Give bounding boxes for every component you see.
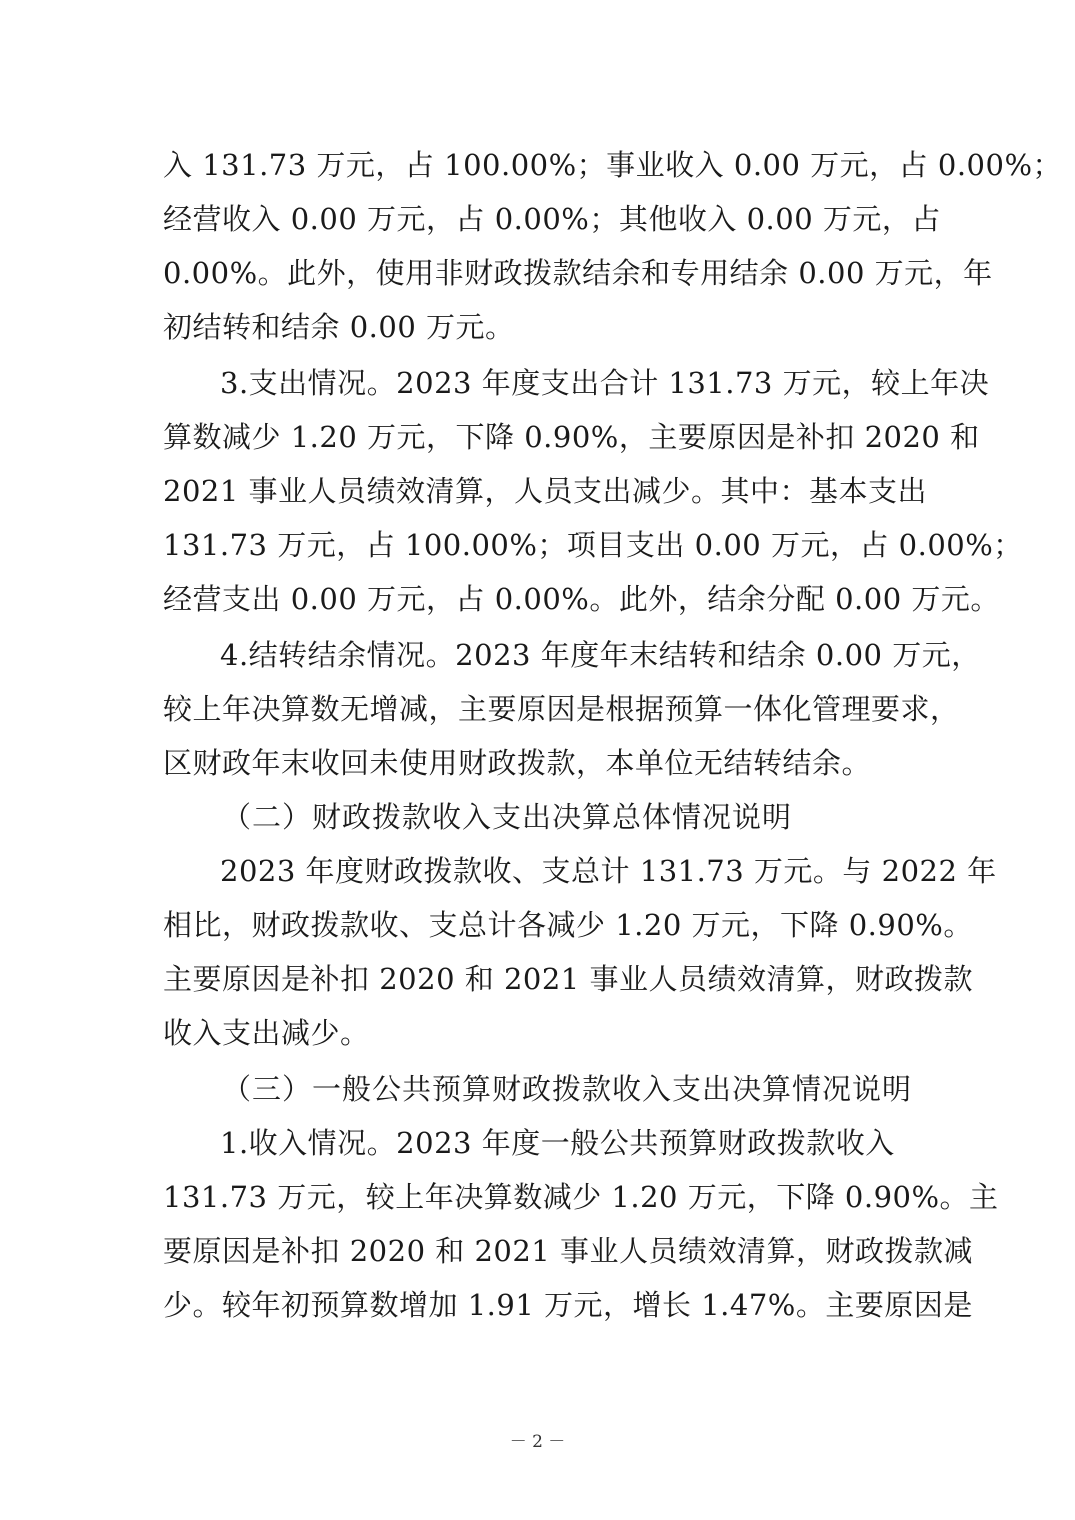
paragraph-line: 少。较年初预算数增加 1.91 万元，增长 1.47%。主要原因是: [163, 1288, 973, 1322]
paragraph-line: 要原因是补扣 2020 和 2021 事业人员绩效清算，财政拨款减: [163, 1234, 973, 1268]
paragraph-line: 2021 事业人员绩效清算，人员支出减少。其中：基本支出: [163, 474, 928, 508]
paragraph-line: 入 131.73 万元，占 100.00%；事业收入 0.00 万元，占 0.00%；: [163, 148, 1063, 182]
paragraph-line: 4.结转结余情况。2023 年度年末结转和结余 0.00 万元，: [220, 638, 981, 672]
paragraph-line: 经营收入 0.00 万元，占 0.00%；其他收入 0.00 万元，占: [163, 202, 941, 236]
paragraph-line: 0.00%。此外，使用非财政拨款结余和专用结余 0.00 万元，年: [163, 256, 993, 290]
paragraph-line: 1.收入情况。2023 年度一般公共预算财政拨款收入: [220, 1126, 895, 1160]
paragraph-line: 算数减少 1.20 万元，下降 0.90%，主要原因是补扣 2020 和: [163, 420, 980, 454]
paragraph-line: 初结转和结余 0.00 万元。: [163, 310, 515, 344]
section-heading: （二）财政拨款收入支出决算总体情况说明: [222, 800, 793, 834]
paragraph-line: 相比，财政拨款收、支总计各减少 1.20 万元，下降 0.90%。: [163, 908, 973, 942]
page-number: － 2 －: [509, 1432, 566, 1452]
paragraph-line: 收入支出减少。: [163, 1016, 370, 1050]
paragraph-line: 131.73 万元，占 100.00%；项目支出 0.00 万元，占 0.00%；: [163, 528, 1023, 562]
paragraph-line: 主要原因是补扣 2020 和 2021 事业人员绩效清算，财政拨款: [163, 962, 973, 996]
paragraph-line: 3.支出情况。2023 年度支出合计 131.73 万元，较上年决: [220, 366, 990, 400]
paragraph-line: 区财政年末收回未使用财政拨款，本单位无结转结余。: [163, 746, 872, 780]
paragraph-line: 2023 年度财政拨款收、支总计 131.73 万元。与 2022 年: [220, 854, 997, 888]
paragraph-line: 经营支出 0.00 万元，占 0.00%。此外，结余分配 0.00 万元。: [163, 582, 1000, 616]
paragraph-line: 131.73 万元，较上年决算数减少 1.20 万元，下降 0.90%。主: [163, 1180, 999, 1214]
paragraph-line: 较上年决算数无增减，主要原因是根据预算一体化管理要求，: [163, 692, 960, 726]
section-heading: （三）一般公共预算财政拨款收入支出决算情况说明: [222, 1072, 913, 1106]
